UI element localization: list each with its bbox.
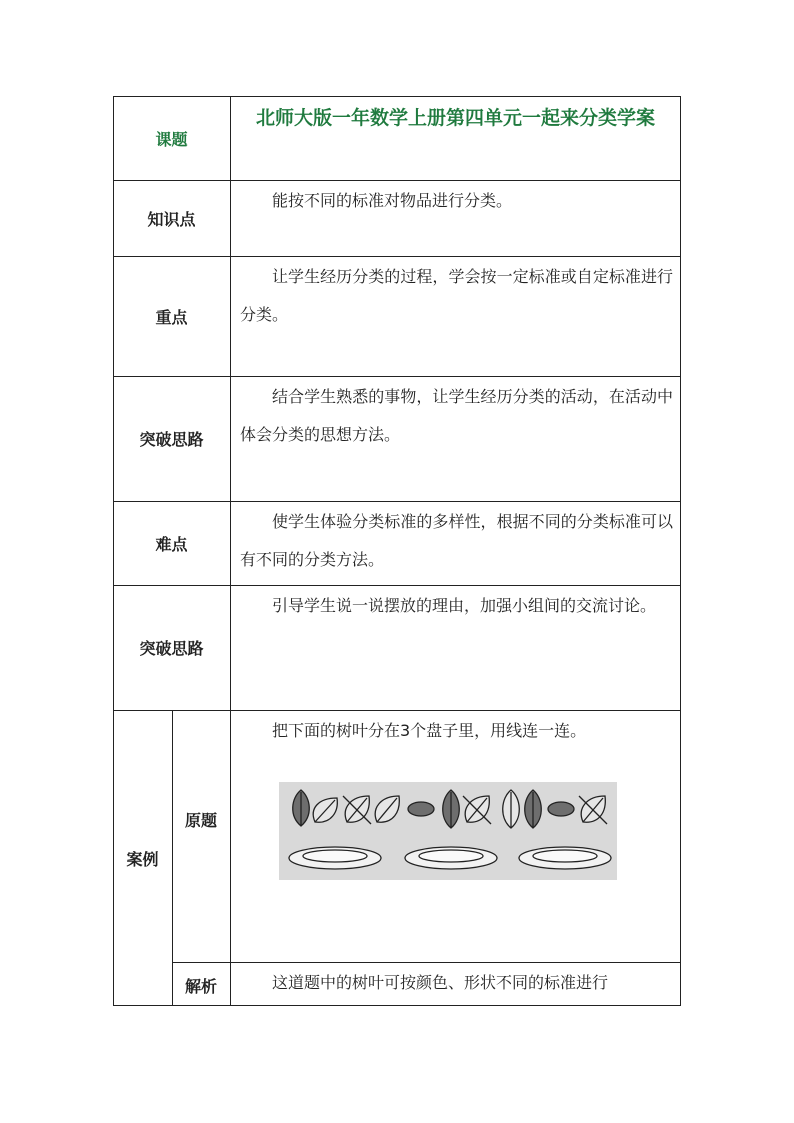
row-content-key-point: 让学生经历分类的过程，学会按一定标准或自定标准进行分类。 <box>240 267 673 324</box>
row-divider <box>172 962 681 963</box>
title-label: 课题 <box>155 129 188 149</box>
leaves-and-plates-illustration <box>279 782 617 880</box>
leaf-icon <box>525 790 542 828</box>
case-label: 案例 <box>126 849 159 869</box>
leaf-icon <box>503 790 520 828</box>
row-label-difficulty: 难点 <box>155 534 188 554</box>
leaf-icon <box>313 798 337 822</box>
leaf-icon <box>463 796 491 824</box>
column-divider <box>172 710 173 1006</box>
row-label-knowledge: 知识点 <box>147 209 196 229</box>
lesson-title: 北师大版一年数学上册第四单元一起来分类学案 <box>255 107 655 129</box>
plate-icon <box>405 847 497 869</box>
leaf-icon <box>408 802 434 816</box>
analysis-text: 这道题中的树叶可按颜色、形状不同的标准进行 <box>272 973 609 992</box>
analysis-label: 解析 <box>184 977 217 996</box>
row-label-key-point: 重点 <box>155 307 188 327</box>
leaf-icon <box>343 796 371 824</box>
row-divider <box>113 710 681 711</box>
row-content-difficulty: 使学生体验分类标准的多样性，根据不同的分类标准可以有不同的分类方法。 <box>240 512 673 569</box>
table-border-bottom <box>113 1005 681 1006</box>
leaf-icon <box>293 790 310 826</box>
plate-icon <box>519 847 611 869</box>
plate-icon <box>289 847 381 869</box>
row-content-knowledge: 能按不同的标准对物品进行分类。 <box>272 191 513 210</box>
row-content-approach-2: 引导学生说一说摆放的理由，加强小组间的交流讨论。 <box>272 596 657 615</box>
row-content-approach: 结合学生熟悉的事物，让学生经历分类的活动，在活动中体会分类的思想方法。 <box>240 387 673 444</box>
leaf-icon <box>443 790 460 828</box>
leaf-icon <box>579 796 607 824</box>
original-question-label: 原题 <box>184 811 217 830</box>
lesson-plan-table <box>113 96 681 1006</box>
leaf-icon <box>548 802 574 816</box>
row-label-approach: 突破思路 <box>139 430 204 449</box>
leaf-icon <box>375 796 399 822</box>
row-label-approach-2: 突破思路 <box>139 639 204 658</box>
original-question-text: 把下面的树叶分在3个盘子里，用线连一连。 <box>272 721 587 740</box>
